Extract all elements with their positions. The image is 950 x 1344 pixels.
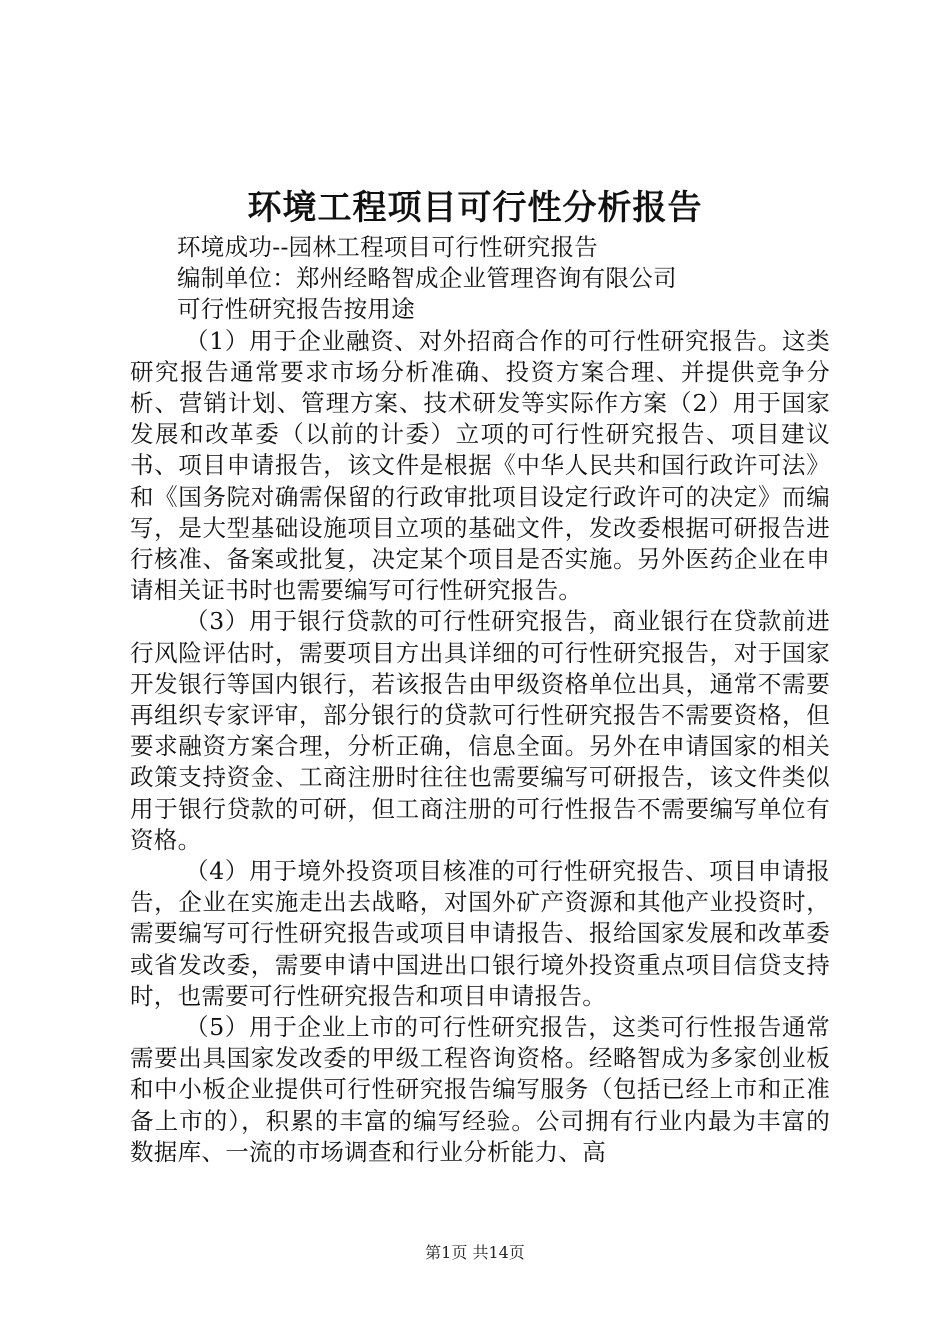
paragraph-5: （5）用于企业上市的可行性研究报告，这类可行性报告通常需要出具国家发改委的甲级工程咨询资格。经略智成为多家创业板和中小板企业提供可行性研究报告编写服务（包括已经上市和正准备上市的），积累的丰富的编写经验。公司拥有行业内最为丰富的数据库、一流的市场调查和行业分析能力、高 <box>130 1013 830 1166</box>
compiler-line: 编制单位：郑州经略智成企业管理咨询有限公司 <box>177 264 677 293</box>
paragraph-4: （4）用于境外投资项目核准的可行性研究报告、项目申请报告，企业在实施走出去战略，对国外矿产资源和其他产业投资时，需要编写可行性研究报告或项目申请报告、报给国家发展和改革委或省发改委，需要申请中国进出口银行境外投资重点项目信贷支持时，也需要可行性研究报告和项目申请报告。 <box>130 857 830 1010</box>
document-body <box>130 232 830 1168</box>
paragraph-1: （1）用于企业融资、对外招商合作的可行性研究报告。这类研究报告通常要求市场分析准确、投资方案合理、并提供竞争分析、营销计划、管理方案、技术研发等实际作方案（2）用于国家发展和改革委（以前的计委）立项的可行性研究报告、项目建议书、项目申请报告，该文件是根据《中华人民共和国行政许可法》和《国务院对确需保留的行政审批项目设定行政许可的决定》而编写，是大型基础设施项目立项的基础文件，发改委根据可研报告进行核准、备案或批复，决定某个项目是否实施。另外医药企业在申请相关证书时也需要编写可行性研究报告。 <box>130 326 830 605</box>
paragraph-3: （3）用于银行贷款的可行性研究报告，商业银行在贷款前进行风险评估时，需要项目方出具详细的可行性研究报告，对于国家开发银行等国内银行，若该报告由甲级资格单位出具，通常不需要再组织专家评审，部分银行的贷款可行性研究报告不需要资格，但要求融资方案合理，分析正确，信息全面。另外在申请国家的相关政策支持资金、工商注册时往往也需要编写可研报告，该文件类似用于银行贷款的可研，但工商注册的可行性报告不需要编写单位有资格。 <box>130 607 830 854</box>
document-subtitle: 环境成功--园林工程项目可行性研究报告 <box>177 233 599 261</box>
page-number-footer: 第1页 共14页 <box>425 1243 525 1262</box>
document-title: 环境工程项目可行性分析报告 <box>247 188 703 228</box>
section-heading: 可行性研究报告按用途 <box>177 295 415 324</box>
